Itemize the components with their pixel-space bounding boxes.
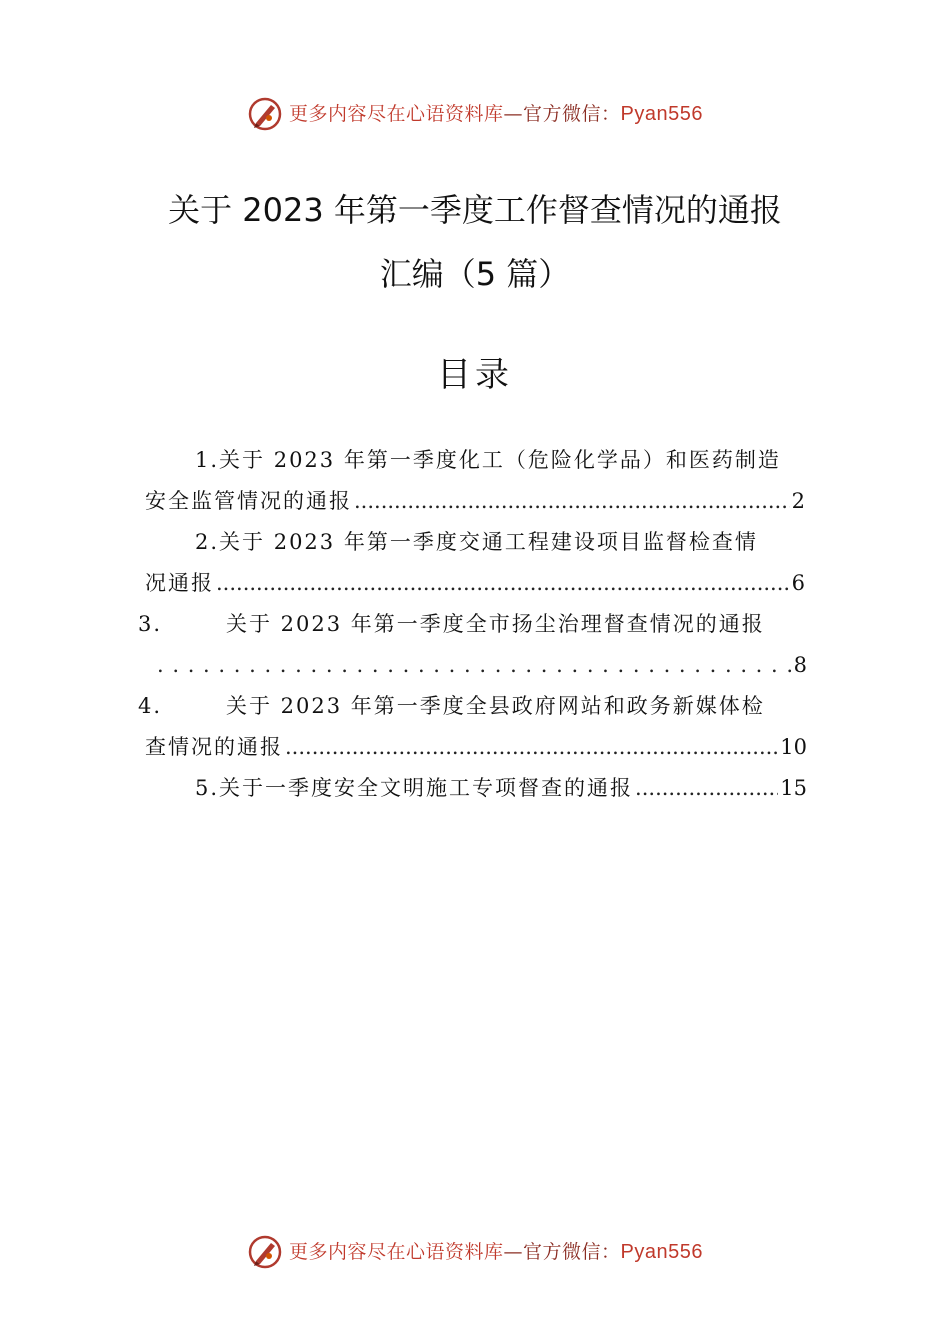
document-title-line1: 关于 2023 年第一季度工作督查情况的通报 — [168, 191, 782, 229]
toc-leader-dots — [216, 563, 790, 603]
toc-entry-5-line1[interactable]: 5.关于一季度安全文明施工专项督查的通报 ..... 15 — [195, 768, 807, 808]
toc-heading: 目录 — [437, 355, 513, 395]
watermark-main-text: 更多内容尽在心语资料库 — [289, 103, 504, 125]
toc-entry-1-line2[interactable]: 安全监管情况的通报 ..... 2 — [145, 481, 805, 521]
watermark-tail-text: —官方微信： — [503, 103, 621, 125]
toc-entry-2-line1[interactable]: 2.关于 2023 年第一季度交通工程建设项目监督检查情 — [195, 530, 758, 554]
toc-entry-5-page: 15 — [780, 776, 807, 800]
toc-entry-4-number[interactable]: 4. — [138, 694, 163, 718]
watermark-wechat-id: Pyan556 — [620, 1241, 703, 1263]
pen-logo-icon — [247, 1234, 283, 1270]
toc-entry-4-line2[interactable]: 查情况的通报 ..... 10 — [145, 727, 807, 767]
watermark-main-text: 更多内容尽在心语资料库 — [289, 1241, 504, 1263]
toc-entry-2-line2[interactable]: 况通报 ..... 6 — [145, 563, 805, 603]
toc-entry-1-line1[interactable]: 1.关于 2023 年第一季度化工（危险化学品）和医药制造 — [195, 448, 781, 472]
toc-leader-dots — [635, 768, 778, 808]
toc-entry-1-page: 2 — [791, 489, 805, 513]
toc-leader-dots — [157, 645, 792, 685]
toc-entry-3-page: 8 — [793, 653, 807, 677]
toc-entry-3-number[interactable]: 3. — [138, 612, 163, 636]
toc-entry-2-page: 6 — [791, 571, 805, 595]
watermark-tail-text: —官方微信： — [503, 1241, 621, 1263]
toc-leader-dots — [354, 481, 790, 521]
pen-logo-icon — [247, 96, 283, 132]
document-title-line2: 汇编（5 篇） — [379, 255, 571, 293]
toc-entry-4-line1[interactable]: 关于 2023 年第一季度全县政府网站和政务新媒体检 — [226, 694, 765, 718]
footer-watermark — [0, 1232, 950, 1272]
header-watermark — [0, 94, 950, 134]
toc-leader-dots — [285, 727, 778, 767]
table-of-contents — [0, 440, 950, 820]
toc-entry-3-line1[interactable]: 关于 2023 年第一季度全市扬尘治理督查情况的通报 — [226, 612, 765, 636]
toc-entry-4-page: 10 — [780, 735, 807, 759]
toc-entry-3-line2[interactable] — [155, 645, 807, 685]
watermark-wechat-id: Pyan556 — [620, 103, 703, 125]
